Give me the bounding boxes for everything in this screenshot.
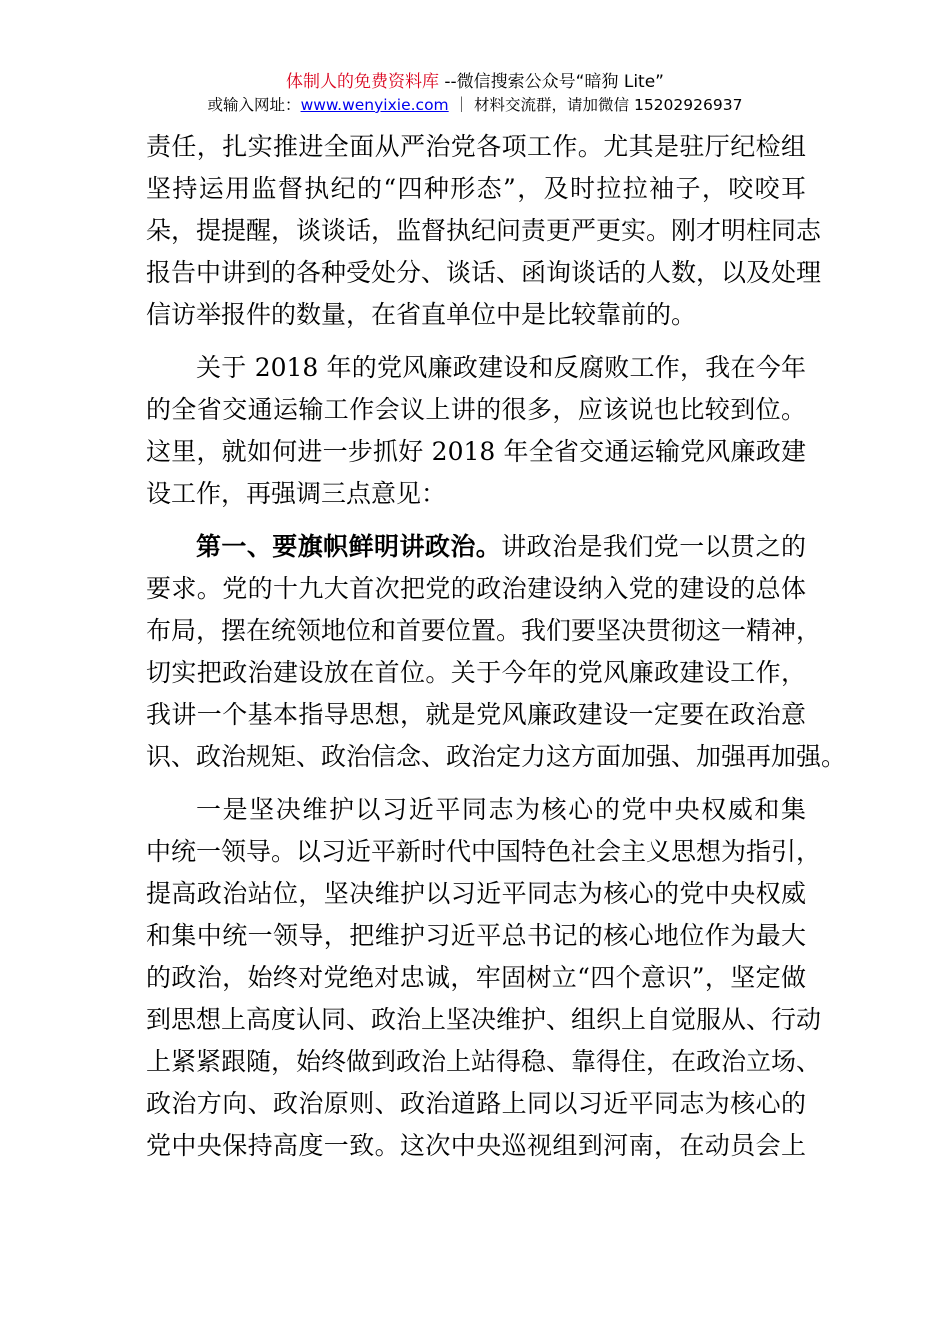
header-line-2 bbox=[0, 94, 950, 116]
text-line: 这里，就如何进一步抓好 2018 年全省交通运输党风廉政建 bbox=[146, 437, 806, 466]
paragraph-4 bbox=[146, 789, 822, 1167]
text-line: 的全省交通运输工作会议上讲的很多，应该说也比较到位。 bbox=[146, 395, 806, 424]
heading-continuation: 讲政治是我们党一以贯之的 bbox=[501, 532, 806, 561]
paragraph-3 bbox=[146, 526, 847, 778]
text-line: 提高政治站位，坚决维护以习近平同志为核心的党中央权威 bbox=[146, 879, 806, 908]
text-line: 的政治，始终对党绝对忠诚，牢固树立“四个意识”，坚定做 bbox=[146, 963, 806, 992]
paragraph-1 bbox=[146, 126, 822, 336]
text-line: 上紧紧跟随，始终做到政治上站得稳、靠得住，在政治立场、 bbox=[146, 1047, 822, 1076]
text-line: 中统一领导。以习近平新时代中国特色社会主义思想为指引， bbox=[146, 837, 822, 866]
text-line: 信访举报件的数量，在省直单位中是比较靠前的。 bbox=[146, 300, 697, 329]
text-line: 坚持运用监督执纪的“四种形态”，及时拉拉袖子，咬咬耳 bbox=[146, 174, 806, 203]
text-line: 报告中讲到的各种受处分、谈话、函询谈话的人数，以及处理 bbox=[146, 258, 822, 287]
header-title: 体制人的免费资料库 bbox=[285, 72, 439, 92]
paragraph-2 bbox=[146, 347, 806, 515]
text-line: 关于 2018 年的党风廉政建设和反腐败工作，我在今年 bbox=[196, 353, 806, 382]
section-heading: 第一、要旗帜鲜明讲政治。 bbox=[196, 532, 502, 561]
text-line: 我讲一个基本指导思想，就是党风廉政建设一定要在政治意 bbox=[146, 700, 806, 729]
header-contact: ｜ 材料交流群，请加微信 15202926937 bbox=[448, 96, 743, 114]
text-line: 识、政治规矩、政治信念、政治定力这方面加强、加强再加强。 bbox=[146, 742, 847, 771]
page-header bbox=[0, 70, 950, 116]
text-line: 政治方向、政治原则、政治道路上同以习近平同志为核心的 bbox=[146, 1089, 806, 1118]
header-title-suffix: --微信搜索公众号“暗狗 Lite” bbox=[438, 72, 664, 92]
text-line: 一是坚决维护以习近平同志为核心的党中央权威和集 bbox=[196, 795, 806, 824]
header-line-1 bbox=[0, 70, 950, 94]
text-line: 和集中统一领导，把维护习近平总书记的核心地位作为最大 bbox=[146, 921, 806, 950]
text-line: 到思想上高度认同、政治上坚决维护、组织上自觉服从、行动 bbox=[146, 1005, 822, 1034]
text-line: 切实把政治建设放在首位。关于今年的党风廉政建设工作， bbox=[146, 658, 806, 687]
text-line: 设工作，再强调三点意见： bbox=[146, 479, 447, 508]
text-line: 要求。党的十九大首次把党的政治建设纳入党的建设的总体 bbox=[146, 574, 806, 603]
document-body bbox=[146, 126, 847, 1178]
header-url-prefix: 或输入网址： bbox=[207, 96, 301, 114]
text-line: 朵，提提醒，谈谈话，监督执纪问责更严更实。刚才明柱同志 bbox=[146, 216, 822, 245]
text-line: 责任，扎实推进全面从严治党各项工作。尤其是驻厅纪检组 bbox=[146, 132, 806, 161]
text-line bbox=[146, 526, 806, 568]
text-line: 党中央保持高度一致。这次中央巡视组到河南，在动员会上 bbox=[146, 1131, 806, 1160]
text-line: 布局，摆在统领地位和首要位置。我们要坚决贯彻这一精神， bbox=[146, 616, 822, 645]
header-url-link[interactable]: www.wenyixie.com bbox=[300, 96, 449, 114]
